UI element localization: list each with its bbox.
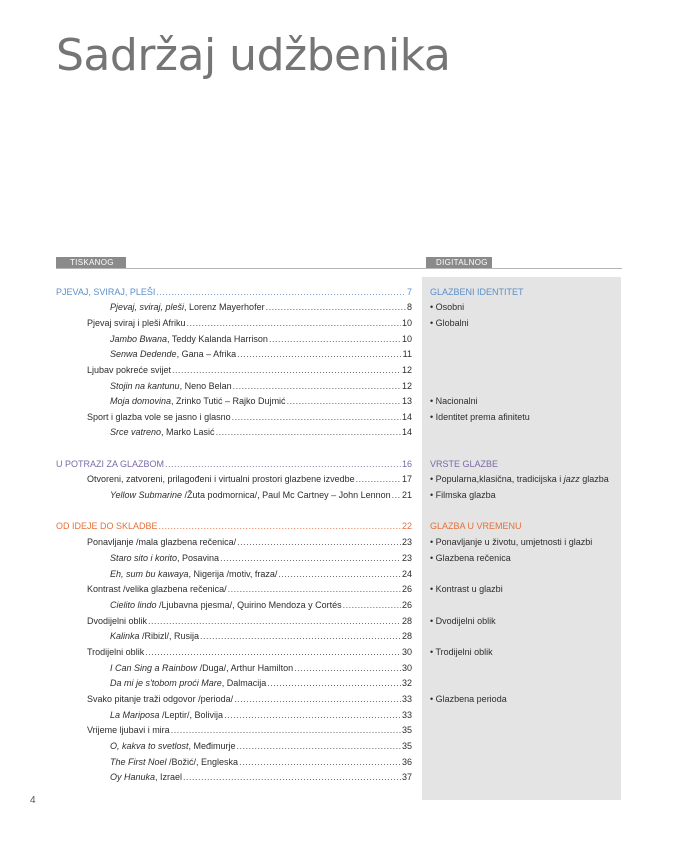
toc-entry-text: , Posavina: [177, 553, 220, 563]
dot-leader: [269, 332, 401, 346]
dot-leader: [228, 582, 401, 596]
toc-entry-title: [110, 708, 223, 722]
toc-entry[interactable]: [110, 379, 412, 393]
toc-entry-work-title: Senwa Dedende: [110, 349, 177, 359]
toc-page-number: 28: [401, 616, 412, 626]
toc-entry-title: [110, 739, 236, 753]
toc-entry-text: OD IDEJE DO SKLADBE: [56, 521, 158, 531]
toc-page-number: 12: [401, 381, 412, 391]
toc-entry[interactable]: [87, 614, 412, 628]
toc-entry-text: , Dalmacija: [221, 678, 267, 688]
digital-section-heading: GLAZBENI IDENTITET: [430, 287, 524, 297]
toc-entry-title: [110, 551, 219, 565]
toc-page-number: 12: [401, 365, 412, 375]
toc-entry-title: [56, 519, 158, 533]
toc-entry[interactable]: [110, 551, 412, 565]
toc-page-number: 26: [401, 600, 412, 610]
dot-leader: [159, 519, 401, 533]
toc-entry-title: [87, 316, 186, 330]
toc-page-number: 10: [401, 318, 412, 328]
toc-entry-title: [110, 567, 277, 581]
dot-leader: [220, 551, 401, 565]
toc-entry-text: , Nigerija /motiv, fraza/: [188, 569, 278, 579]
dot-leader: [171, 723, 401, 737]
toc-entry[interactable]: [87, 692, 412, 706]
toc-entry-title: [110, 394, 286, 408]
toc-entry[interactable]: [110, 770, 412, 784]
toc-page-number: 11: [402, 349, 412, 359]
toc-entry-text: /Leptir/, Bolivija: [159, 710, 224, 720]
toc-entry-work-title: Kalinka: [110, 631, 140, 641]
toc-entry-text: , Zrinko Tutić – Rajko Dujmić: [171, 396, 286, 406]
dot-leader: [148, 614, 401, 628]
toc-entry-text: , Izrael: [155, 772, 183, 782]
dot-leader: [239, 755, 401, 769]
toc-entry-text: , Neno Belan: [179, 381, 232, 391]
toc-entry-title: [87, 645, 144, 659]
dot-leader: [165, 457, 401, 471]
toc-page-number: 23: [401, 537, 412, 547]
toc-page-number: 32: [401, 678, 412, 688]
toc-entry-text: Dvodijelni oblik: [87, 616, 148, 626]
toc-page-number: 7: [406, 287, 412, 297]
toc-entry-text: Ponavljanje /mala glazbena rečenica/: [87, 537, 237, 547]
toc-entry-text: Otvoreni, zatvoreni, prilagođeni i virtualni prostori glazbene izvedbe: [87, 474, 355, 484]
toc-entry[interactable]: [110, 425, 412, 439]
toc-page-number: 8: [406, 302, 412, 312]
toc-page-number: 26: [401, 584, 412, 594]
toc-page-number: 13: [401, 396, 412, 406]
dot-leader: [233, 379, 401, 393]
toc-entry-text: /Ljubavna pjesma/, Quirino Mendoza y Cortés: [156, 600, 342, 610]
dot-leader: [183, 770, 401, 784]
page-title: Sadržaj udžbenika: [56, 30, 451, 81]
toc-entry-title: [110, 661, 293, 675]
page-number: 4: [30, 795, 36, 806]
toc-entry-text: Ljubav pokreće svijet: [87, 365, 172, 375]
toc-entry-title: [87, 472, 355, 486]
digital-section-heading: GLAZBA U VREMENU: [430, 521, 522, 531]
digital-item[interactable]: • Glazbena rečenica: [430, 553, 511, 563]
toc-entry-text: /Ribizl/, Rusija: [139, 631, 200, 641]
toc-entry-work-title: Srce vatreno: [110, 427, 162, 437]
toc-section-heading[interactable]: [56, 519, 412, 533]
toc-entry-title: [110, 676, 266, 690]
toc-entry-work-title: I Can Sing a Rainbow: [110, 663, 198, 673]
toc-entry[interactable]: [110, 676, 412, 690]
toc-page-number: 14: [401, 412, 412, 422]
digital-item[interactable]: • Globalni: [430, 318, 469, 328]
toc-entry-work-title: Stojin na kantunu: [110, 381, 180, 391]
toc-entry[interactable]: [110, 300, 412, 314]
toc-entry[interactable]: [110, 629, 412, 643]
dot-leader: [343, 598, 401, 612]
toc-page-number: 35: [401, 741, 412, 751]
toc-entry-text: /Božić/, Engleska: [166, 757, 239, 767]
toc-entry-text: /Duga/, Arthur Hamilton: [197, 663, 294, 673]
dot-leader: [237, 739, 401, 753]
toc-entry-work-title: Jambo Bwana: [110, 334, 168, 344]
toc-page-number: 30: [401, 663, 412, 673]
toc-entry-text: PJEVAJ, SVIRAJ, PLEŠI: [56, 287, 156, 297]
toc-page-number: 23: [401, 553, 412, 563]
toc-entry-title: [110, 488, 391, 502]
dot-leader: [232, 410, 401, 424]
toc-page-number: 33: [401, 694, 412, 704]
toc-entry-title: [87, 723, 170, 737]
toc-entry-work-title: Da mi je s'tobom proći Mare: [110, 678, 222, 688]
toc-entry-title: [87, 363, 171, 377]
toc-page-number: 17: [401, 474, 412, 484]
toc-entry-work-title: Yellow Submarine: [110, 490, 183, 500]
toc-entry-text: Kontrast /velika glazbena rečenica/: [87, 584, 227, 594]
toc-page-number: 14: [401, 427, 412, 437]
toc-entry-work-title: Eh, sum bu kawaya: [110, 569, 189, 579]
digital-item[interactable]: • Identitet prema afinitetu: [430, 412, 530, 422]
toc-entry-text: , Lorenz Mayerhofer: [184, 302, 265, 312]
toc-entry-title: [110, 332, 268, 346]
digital-content-tag: DIGITALNOG: [426, 257, 492, 269]
dot-leader: [187, 316, 401, 330]
toc-entry[interactable]: [87, 316, 412, 330]
dot-leader: [237, 347, 402, 361]
toc-entry-work-title: Moja domovina: [110, 396, 172, 406]
toc-entry[interactable]: [110, 488, 412, 502]
dot-leader: [172, 363, 401, 377]
toc-entry-title: [110, 755, 238, 769]
toc-entry-text: , Gana – Afrika: [176, 349, 237, 359]
toc-entry-title: [110, 347, 236, 361]
toc-page-number: 33: [401, 710, 412, 720]
toc-entry[interactable]: [110, 661, 412, 675]
toc-entry-title: [110, 379, 232, 393]
dot-leader: [278, 567, 401, 581]
toc-entry-text: Vrijeme ljubavi i mira: [87, 725, 170, 735]
toc-entry[interactable]: [87, 645, 412, 659]
toc-section-heading[interactable]: [56, 457, 412, 471]
toc-entry-text: Pjevaj sviraj i pleši Afriku: [87, 318, 186, 328]
jazz-emphasis: jazz: [563, 474, 580, 484]
toc-entry[interactable]: [110, 739, 412, 753]
toc-entry[interactable]: [110, 755, 412, 769]
header-divider: [56, 268, 622, 269]
toc-page-number: 28: [401, 631, 412, 641]
toc-entry-work-title: Staro sito i korito: [110, 553, 178, 563]
toc-page-number: 16: [401, 459, 412, 469]
digital-item[interactable]: • Nacionalni: [430, 396, 478, 406]
dot-leader: [237, 535, 401, 549]
toc-section-heading[interactable]: [56, 285, 412, 299]
dot-leader: [287, 394, 401, 408]
toc-entry[interactable]: [87, 472, 412, 486]
toc-entry[interactable]: [87, 582, 412, 596]
toc-entry-text: Trodijelni oblik: [87, 647, 145, 657]
toc-entry-text: , Teddy Kalanda Harrison: [167, 334, 268, 344]
digital-item[interactable]: • Kontrast u glazbi: [430, 584, 503, 594]
dot-leader: [356, 472, 401, 486]
dot-leader: [200, 629, 401, 643]
toc-page-number: 37: [401, 772, 412, 782]
digital-item[interactable]: • Trodijelni oblik: [430, 647, 493, 657]
toc-page-number: 21: [401, 490, 412, 500]
dot-leader: [145, 645, 401, 659]
dot-leader: [216, 425, 401, 439]
toc-entry-work-title: O, kakva to svetlost: [110, 741, 189, 751]
toc-page-number: 10: [401, 334, 412, 344]
digital-item[interactable]: • Osobni: [430, 302, 465, 312]
toc-entry-text: U POTRAZI ZA GLAZBOM: [56, 459, 165, 469]
toc-entry[interactable]: [110, 332, 412, 346]
toc-entry[interactable]: [87, 363, 412, 377]
toc-entry-title: [87, 692, 233, 706]
toc-entry-text: , Marko Lasić: [161, 427, 215, 437]
dot-leader: [224, 708, 401, 722]
toc-entry-title: [110, 425, 215, 439]
digital-section-heading: VRSTE GLAZBE: [430, 459, 499, 469]
dot-leader: [234, 692, 401, 706]
dot-leader: [294, 661, 401, 675]
toc-entry-title: [110, 300, 265, 314]
toc-entry[interactable]: [110, 708, 412, 722]
toc-page-number: 30: [401, 647, 412, 657]
dot-leader: [266, 300, 406, 314]
digital-item[interactable]: • Ponavljanje u životu, umjetnosti i glazbi: [430, 537, 593, 547]
toc-entry-title: [56, 285, 155, 299]
toc-page-number: 35: [401, 725, 412, 735]
toc-entry-title: [87, 410, 231, 424]
toc-entry-text: , Međimurje: [188, 741, 236, 751]
toc-entry-title: [110, 770, 182, 784]
toc-entry-title: [87, 535, 236, 549]
digital-item[interactable]: • Popularna,klasična, tradicijska i jazz glazba: [430, 474, 609, 484]
toc-entry-text: Sport i glazba vole se jasno i glasno: [87, 412, 231, 422]
dot-leader: [392, 488, 401, 502]
toc-entry-title: [56, 457, 164, 471]
toc-entry-title: [87, 614, 147, 628]
toc-entry-work-title: The First Noel: [110, 757, 167, 767]
toc-entry-title: [87, 582, 227, 596]
toc-entry[interactable]: [110, 567, 412, 581]
digital-item[interactable]: • Dvodijelni oblik: [430, 616, 496, 626]
toc-entry-work-title: Pjevaj, sviraj, pleši: [110, 302, 185, 312]
toc-entry[interactable]: [87, 535, 412, 549]
toc-entry[interactable]: [110, 598, 412, 612]
toc-entry[interactable]: [110, 347, 412, 361]
print-content-tag: TISKANOG: [56, 257, 126, 269]
digital-item[interactable]: • Glazbena perioda: [430, 694, 507, 704]
toc-entry-work-title: La Mariposa: [110, 710, 160, 720]
toc-entry-work-title: Oy Hanuka: [110, 772, 156, 782]
toc-entry[interactable]: [87, 410, 412, 424]
toc-page-number: 36: [401, 757, 412, 767]
toc-entry[interactable]: [110, 394, 412, 408]
toc-page-number: 22: [401, 521, 412, 531]
toc-page-number: 24: [401, 569, 412, 579]
toc-entry-title: [110, 629, 199, 643]
toc-entry-text: /Žuta podmornica/, Paul Mc Cartney – John Lennon: [182, 490, 391, 500]
dot-leader: [267, 676, 401, 690]
toc-entry-work-title: Cielito lindo: [110, 600, 157, 610]
toc-entry[interactable]: [87, 723, 412, 737]
toc-entry-text: Svako pitanje traži odgovor /perioda/: [87, 694, 234, 704]
toc-entry-title: [110, 598, 342, 612]
digital-item[interactable]: • Filmska glazba: [430, 490, 496, 500]
dot-leader: [156, 285, 406, 299]
